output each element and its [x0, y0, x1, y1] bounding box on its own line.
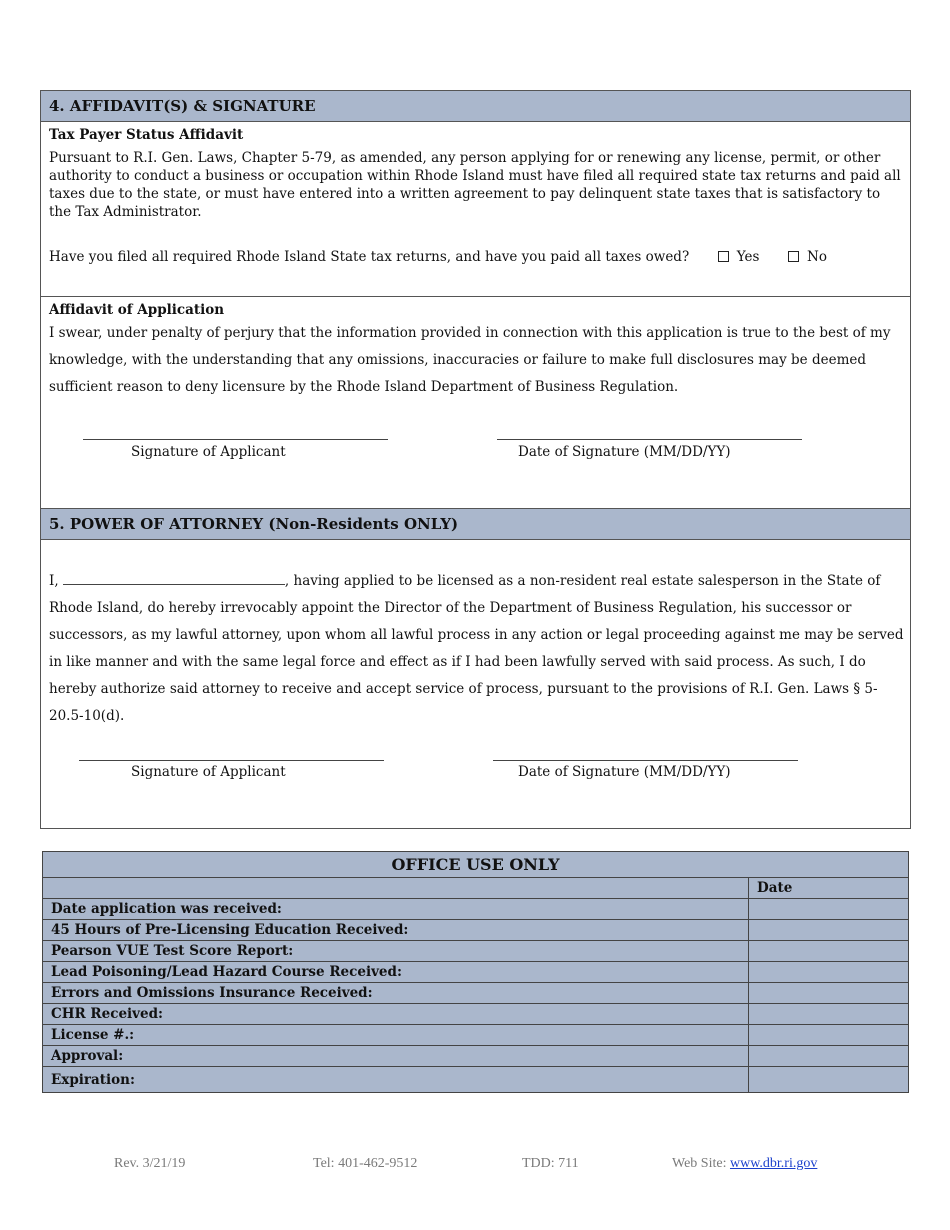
row-label: Errors and Omissions Insurance Received: [43, 983, 749, 1004]
website-link[interactable]: www.dbr.ri.gov [729, 1156, 818, 1171]
yes-checkbox[interactable] [718, 251, 729, 262]
office-header-blank [43, 878, 749, 899]
affidavit-section [40, 90, 911, 510]
table-row [43, 962, 909, 983]
application-affidavit-text: I swear, under penalty of perjury that the information provided in connection with this application is true to the best of my knowledge, with the understanding that any omissions, inaccuracies or failure to make full disclosures may be deemed sufficient reason to deny licensure by the Rhode Island Department of Business Regulation. [49, 325, 891, 395]
footer-tdd: TDD: 711 [522, 1156, 579, 1171]
power-of-attorney-section [40, 508, 911, 829]
poa-date-line[interactable] [493, 760, 798, 761]
tax-question: Have you filed all required Rhode Island State tax returns, and have you paid all taxes owed? [49, 249, 690, 265]
row-label: Approval: [43, 1046, 749, 1067]
footer-rev: Rev. 3/21/19 [114, 1156, 186, 1171]
signature-date-label: Date of Signature (MM/DD/YY) [518, 444, 731, 460]
poa-body: , having applied to be licensed as a non-resident real estate salesperson in the State of Rhode Island, do hereby irrevocably appoint the Director of the Department of Business Regulation, his successor or successors, as my lawful attorney, upon whom all lawful process in any action or legal proceeding against me may be served in like manner and with the same legal force and effect as if I had been lawfully served with said process. As such, I do hereby authorize said attorney to receive and accept service of process, pursuant to the provisions of R.I. Gen. Laws § 5-20.5-10(d). [49, 573, 904, 724]
no-checkbox[interactable] [788, 251, 799, 262]
row-date-cell[interactable] [749, 1046, 909, 1067]
divider [41, 296, 910, 297]
section-4-title: 4. AFFIDAVIT(S) & SIGNATURE [41, 91, 910, 122]
row-label: License #.: [43, 1025, 749, 1046]
application-affidavit-heading: Affidavit of Application [49, 302, 225, 318]
applicant-name-field[interactable] [63, 572, 285, 585]
section-5-title: 5. POWER OF ATTORNEY (Non-Residents ONLY) [41, 509, 910, 540]
poa-date-label: Date of Signature (MM/DD/YY) [518, 764, 731, 780]
row-label: 45 Hours of Pre-Licensing Education Received: [43, 920, 749, 941]
table-row [43, 1004, 909, 1025]
taxpayer-affidavit-text: Pursuant to R.I. Gen. Laws, Chapter 5-79, as amended, any person applying for or renewing any license, permit, or other authority to conduct a business or occupation within Rhode Island must have filed all required state tax returns and paid all taxes due to the state, or must have entered into a written agreement to pay delinquent state taxes that is satisfactory to the Tax Administrator. [49, 150, 901, 220]
yes-label: Yes [736, 249, 760, 265]
poa-signature-label: Signature of Applicant [131, 764, 286, 780]
office-use-table [42, 851, 909, 1093]
row-label: CHR Received: [43, 1004, 749, 1025]
row-label: Expiration: [43, 1067, 749, 1093]
row-date-cell[interactable] [749, 1004, 909, 1025]
footer-tel: Tel: 401-462-9512 [313, 1156, 418, 1171]
applicant-signature-label: Signature of Applicant [131, 444, 286, 460]
table-row [43, 899, 909, 920]
signature-date-line[interactable] [497, 439, 802, 440]
row-date-cell[interactable] [749, 1067, 909, 1093]
table-row [43, 1046, 909, 1067]
row-date-cell[interactable] [749, 983, 909, 1004]
row-date-cell[interactable] [749, 899, 909, 920]
applicant-signature-line[interactable] [83, 439, 388, 440]
row-date-cell[interactable] [749, 941, 909, 962]
tax-question-row [49, 249, 827, 265]
no-option[interactable] [788, 249, 827, 265]
table-row [43, 983, 909, 1004]
table-row [43, 941, 909, 962]
row-label: Lead Poisoning/Lead Hazard Course Received: [43, 962, 749, 983]
row-label: Date application was received: [43, 899, 749, 920]
footer-web-label: Web Site: [672, 1156, 730, 1171]
row-date-cell[interactable] [749, 920, 909, 941]
row-date-cell[interactable] [749, 962, 909, 983]
row-label: Pearson VUE Test Score Report: [43, 941, 749, 962]
office-use-title: OFFICE USE ONLY [43, 852, 909, 878]
footer-website [672, 1156, 817, 1172]
table-row [43, 1025, 909, 1046]
date-column-header: Date [749, 878, 909, 899]
poa-prefix: I, [49, 573, 59, 589]
no-label: No [807, 249, 827, 265]
poa-signature-line[interactable] [79, 760, 384, 761]
taxpayer-affidavit-heading: Tax Payer Status Affidavit [49, 127, 244, 143]
yes-option[interactable] [718, 249, 760, 265]
row-date-cell[interactable] [749, 1025, 909, 1046]
table-row [43, 1067, 909, 1093]
power-of-attorney-text [49, 568, 907, 730]
table-row [43, 920, 909, 941]
